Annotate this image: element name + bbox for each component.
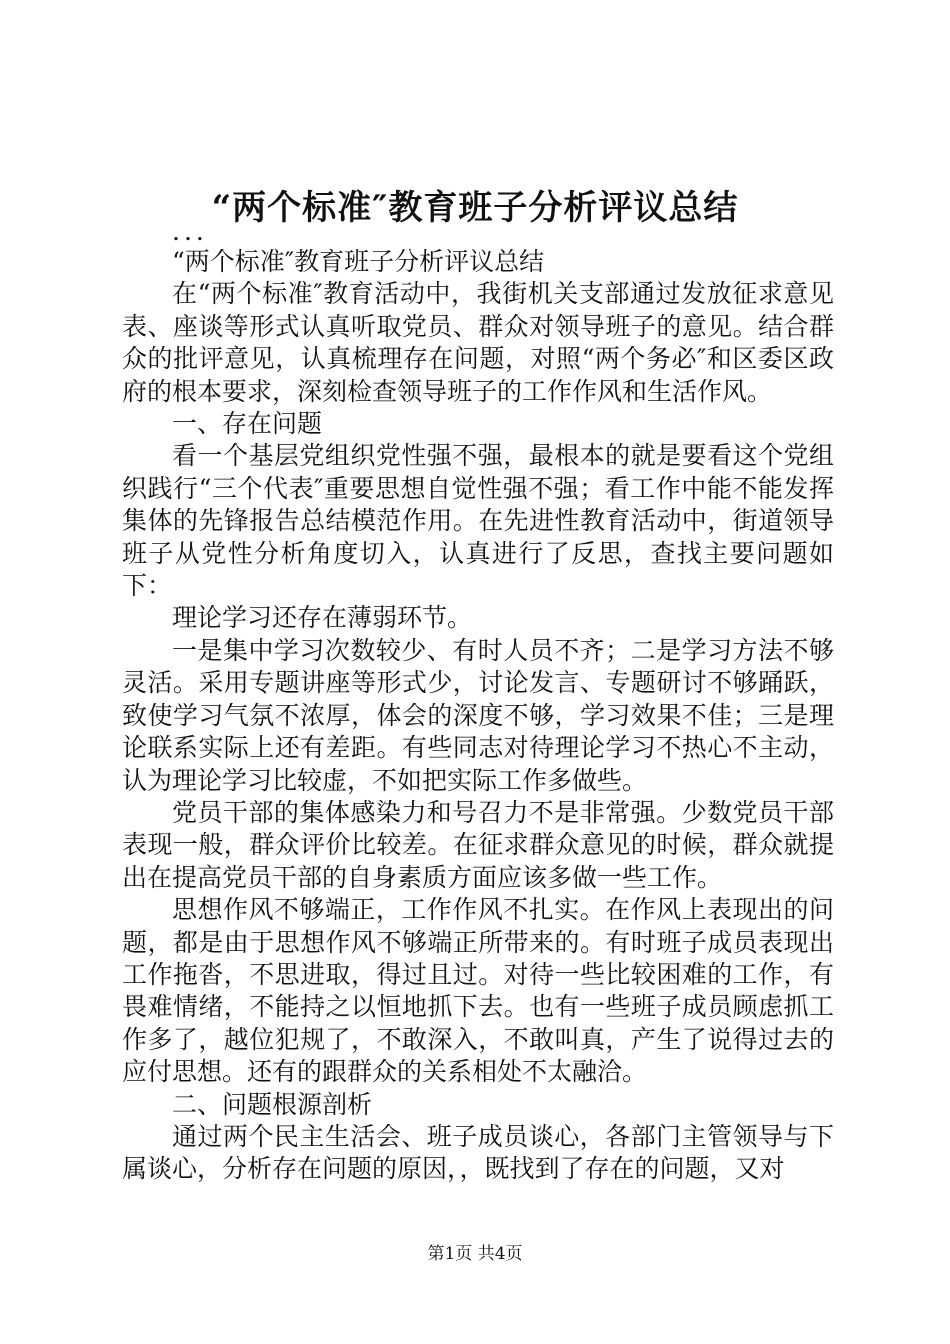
- intro-paragraph: 在“两个标准″教育活动中，我街机关支部通过发放征求意见表、座谈等形式认真听取党员、群众对领导班子的意见。结合群众的批评意见，认真梳理存在问题，对照“两个务必″和区委区政府的根本要求，深刻检查领导班子的工作作风和生活作风。: [122, 279, 834, 406]
- theory-study-paragraph: 一是集中学习次数较少、有时人员不齐；二是学习方法不够灵活。采用专题讲座等形式少，讨论发言、专题研讨不够踊跃，致使学习气氛不浓厚，体会的深度不够，学习效果不佳；三是理论联系实际上还有差距。有些同志对待理论学习不热心不主动，认为理论学习比较虚，不如把实际工作多做些。: [122, 635, 834, 795]
- section-heading-root-causes: 二、问题根源剖析: [172, 1089, 373, 1119]
- ellipsis-marker: ...: [172, 217, 208, 246]
- document-title: “两个标准″教育班子分析评议总结: [211, 188, 739, 228]
- root-causes-paragraph: 通过两个民主生活会、班子成员谈心，各部门主管领导与下属谈心，分析存在问题的原因，，既找到了存在的问题，又对: [122, 1121, 834, 1184]
- section-heading-problems: 一、存在问题: [172, 409, 323, 439]
- subtitle-paragraph: “两个标准″教育班子分析评议总结: [172, 247, 545, 276]
- cadre-influence-paragraph: 党员干部的集体感染力和号召力不是非常强。少数党员干部表现一般，群众评价比较差。在征求群众意见的时候，群众就提出在提高党员干部的自身素质方面应该多做一些工作。: [122, 797, 834, 892]
- work-style-paragraph: 思想作风不够端正，工作作风不扎实。在作风上表现出的问题，都是由于思想作风不够端正所带来的。有时班子成员表现出工作拖沓，不思进取，得过且过。对待一些比较困难的工作，有畏难情绪，不能持之以恒地抓下去。也有一些班子成员顾虑抓工作多了，越位犯规了，不敢深入，不敢叫真，产生了说得过去的应付思想。还有的跟群众的关系相处不太融洽。: [122, 895, 834, 1087]
- page-footer: 第1页 共4页: [427, 1244, 523, 1264]
- theory-study-heading: 理论学习还存在薄弱环节。: [172, 603, 473, 633]
- problems-overview-paragraph: 看一个基层党组织党性强不强，最根本的就是要看这个党组织践行“三个代表″重要思想自觉性强不强；看工作中能不能发挥集体的先锋报告总结模范作用。在先进性教育活动中，街道领导班子从党性分析角度切入，认真进行了反思，查找主要问题如下：: [122, 441, 834, 601]
- document-body: [122, 218, 834, 1186]
